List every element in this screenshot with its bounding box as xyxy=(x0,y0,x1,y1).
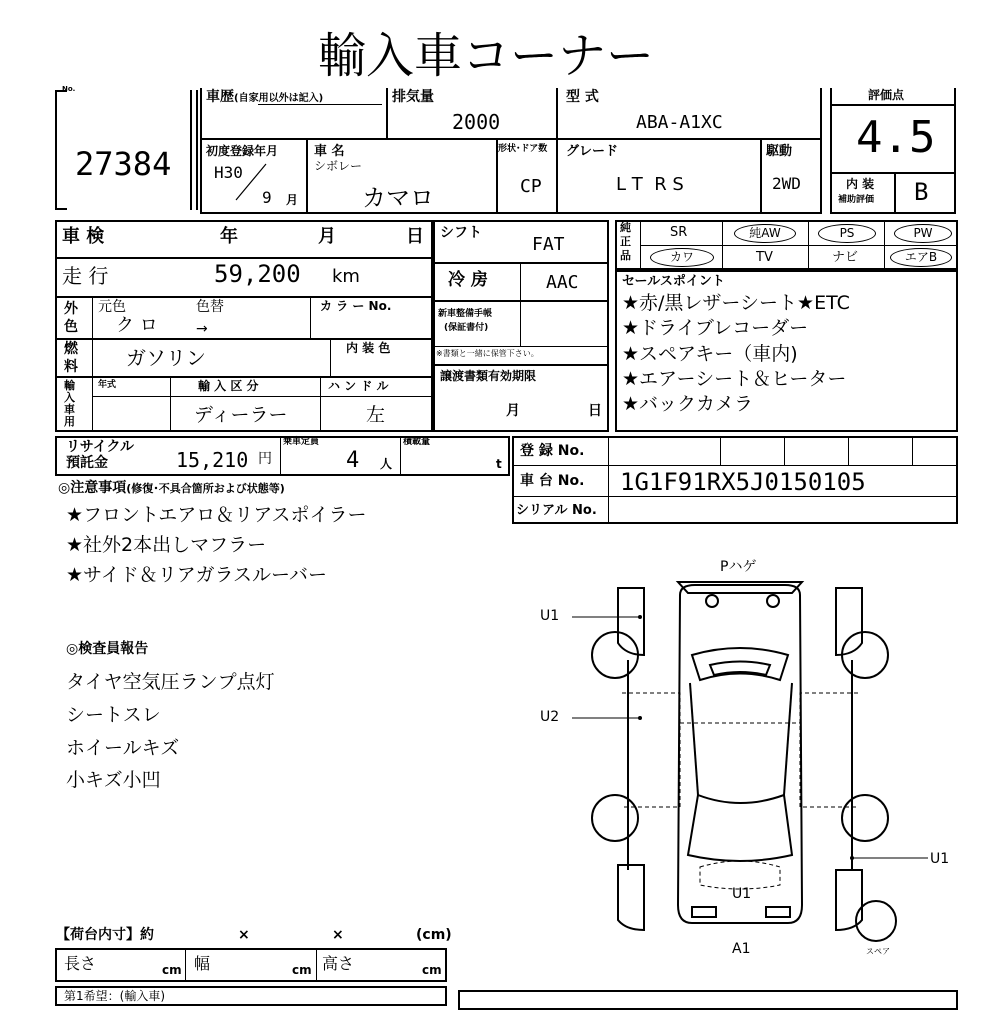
equipment-label-1: 純 xyxy=(620,221,631,234)
color-label-1: 外 xyxy=(64,301,78,317)
interior-color-label: 内 装 色 xyxy=(346,341,391,355)
interior-label-2: 補助評価 xyxy=(838,195,875,205)
cargo-length-cm: cm xyxy=(162,963,182,977)
sales-point: ★エアーシート＆ヒーター xyxy=(622,368,847,390)
chassis-value: 1G1F91RX5J0150105 xyxy=(620,468,866,496)
cargo-height-cm: cm xyxy=(422,963,442,977)
recycle-unit: 円 xyxy=(258,451,272,467)
orig-color-value: ク ロ xyxy=(116,315,158,336)
load-label: 積載量 xyxy=(403,437,431,447)
cargo-label: 【荷台内寸】約 xyxy=(56,927,154,943)
fuel-label-1: 燃 xyxy=(64,341,78,357)
shift-value: FAT xyxy=(532,234,565,255)
orig-color-label: 元色 xyxy=(98,299,126,315)
maintenance-note: ※書類と一緒に保管下さい。 xyxy=(436,349,539,358)
import-label-2: 入 xyxy=(64,391,75,404)
color-label-2: 色 xyxy=(64,319,78,335)
equip-navi: ナビ xyxy=(832,250,859,265)
diagram-label-p-hage: Pハゲ xyxy=(720,559,757,575)
sales-point: ★ドライブレコーダー xyxy=(622,317,809,339)
handle-label: ハ ン ド ル xyxy=(328,379,389,393)
transfer-docs-day: 日 xyxy=(588,403,602,419)
diagram-label-u1-right: U1 xyxy=(930,851,950,867)
equip-alloy: 純AW xyxy=(734,224,796,243)
body-type-value: CP xyxy=(520,176,542,197)
ac-label: 冷 房 xyxy=(448,270,488,290)
equip-pw: PW xyxy=(894,224,952,243)
inspection-label: 車 検 xyxy=(62,226,105,247)
score-label: 評価点 xyxy=(868,88,905,102)
equip-leather: カワ xyxy=(650,248,714,267)
equip-tv: TV xyxy=(756,250,773,265)
capacity-label: 乗車定員 xyxy=(283,437,320,447)
diagram-label-spare: スペア xyxy=(866,947,890,956)
inspector-item: 小キズ小凹 xyxy=(66,769,161,791)
fuel-value: ガソリン xyxy=(126,346,206,370)
sales-point: ★バックカメラ xyxy=(622,393,754,415)
transfer-docs-label: 譲渡書類有効期限 xyxy=(440,369,537,383)
import-label-3: 車 xyxy=(64,403,75,416)
equip-airbag: エアB xyxy=(890,248,952,267)
car-damage-diagram xyxy=(530,555,970,975)
shift-label: シフト xyxy=(440,225,482,241)
owner-label: 第1希望：(輸入車) xyxy=(64,989,165,1003)
score-value: 4.5 xyxy=(856,112,936,163)
notes-label: ◎注意事項(修復･不具合箇所および状態等) xyxy=(58,480,285,496)
equipment-label-2: 正 xyxy=(620,235,631,248)
diagram-label-u1-bottom: U1 xyxy=(732,886,752,902)
mileage-unit: km xyxy=(332,266,360,287)
cargo-width-cm: cm xyxy=(292,963,312,977)
history-label: 車歴(自家用以外は記入) xyxy=(206,89,324,105)
cargo-unit: (cm) xyxy=(416,927,452,943)
cargo-x2: × xyxy=(332,927,344,943)
capacity-value: 4 xyxy=(346,448,360,473)
displacement-value: 2000 xyxy=(452,110,501,134)
cargo-x1: × xyxy=(238,927,250,943)
lot-number: 27384 xyxy=(75,145,172,183)
maintenance-label-2: (保証書付) xyxy=(444,323,489,333)
inspection-month: 月 xyxy=(318,226,336,247)
diagram-label-u2: U2 xyxy=(540,709,560,725)
import-label-4: 用 xyxy=(64,415,75,428)
model-code-label: 型 式 xyxy=(566,89,599,105)
sales-points-label: セールスポイント xyxy=(622,274,725,289)
import-year-label: 年式 xyxy=(98,380,117,390)
capacity-unit: 人 xyxy=(380,457,393,471)
recycle-label-2: 預託金 xyxy=(66,455,108,471)
drive-value: 2WD xyxy=(772,174,801,193)
note-item: ★社外2本出しマフラー xyxy=(66,534,267,556)
grade-label: グレード xyxy=(566,144,619,159)
import-label-1: 輸 xyxy=(64,379,75,392)
sales-point: ★スペアキー（車内) xyxy=(622,343,798,365)
registration-label: 登 録 No. xyxy=(520,443,585,459)
displacement-label: 排気量 xyxy=(392,89,434,105)
model-code-value: ABA-A1XC xyxy=(636,112,723,133)
inspector-item: シートスレ xyxy=(66,704,161,726)
car-name-label: 車 名 xyxy=(314,144,345,159)
recycle-label-1: リサイクル xyxy=(66,439,135,455)
first-reg-month: 9 xyxy=(262,188,272,207)
equipment-label-3: 品 xyxy=(620,249,631,262)
fuel-label-2: 料 xyxy=(64,359,78,375)
handle-value: 左 xyxy=(366,404,386,426)
change-color-label: 色替 xyxy=(196,299,224,315)
serial-label: シリアル No. xyxy=(516,503,597,518)
recycle-value: 15,210 xyxy=(176,448,249,472)
note-item: ★サイド＆リアガラスルーバー xyxy=(66,564,327,586)
cargo-height-label: 高さ xyxy=(322,954,355,973)
first-reg-label: 初度登録年月 xyxy=(206,144,279,158)
color-code-label: カ ラ ー No. xyxy=(320,299,392,313)
interior-value: B xyxy=(914,178,929,206)
diagram-label-u1-top: U1 xyxy=(540,608,560,624)
body-type-label: 形状･ドア数 xyxy=(498,144,548,154)
import-type-label: 輸 入 区 分 xyxy=(198,379,259,393)
drive-label: 駆動 xyxy=(766,144,793,159)
mileage-label: 走 行 xyxy=(62,264,109,288)
transfer-docs-month: 月 xyxy=(506,403,520,419)
car-name-value: カマロ xyxy=(362,184,434,212)
equip-sr: SR xyxy=(670,225,688,240)
load-unit: t xyxy=(496,457,502,471)
chassis-label: 車 台 No. xyxy=(520,473,585,489)
cargo-length-label: 長さ xyxy=(64,954,97,973)
cargo-width-label: 幅 xyxy=(194,954,211,973)
grade-value: L T R S xyxy=(616,174,684,195)
inspector-item: タイヤ空気圧ランプ点灯 xyxy=(66,671,275,693)
ac-value: AAC xyxy=(546,272,579,293)
import-type-value: ディーラー xyxy=(194,404,288,426)
maintenance-label-1: 新車整備手帳 xyxy=(438,309,493,319)
page-title: 輸入車コーナー xyxy=(318,28,655,84)
equip-ps: PS xyxy=(818,224,876,243)
inspection-year: 年 xyxy=(220,226,238,247)
mileage-value: 59,200 xyxy=(214,260,301,288)
diagram-label-a1: A1 xyxy=(732,941,751,957)
change-arrow: → xyxy=(196,321,208,337)
first-reg-month-unit: 月 xyxy=(286,193,299,207)
inspector-label: ◎検査員報告 xyxy=(66,641,149,657)
interior-label-1: 内 装 xyxy=(846,177,875,191)
inspector-item: ホイールキズ xyxy=(66,737,180,759)
first-reg-year: H30 xyxy=(214,163,243,182)
note-item: ★フロントエアロ＆リアスポイラー xyxy=(66,504,367,526)
sales-point: ★赤/黒レザーシート★ETC xyxy=(622,292,850,314)
car-maker: シボレー xyxy=(314,159,363,173)
lot-label: No. xyxy=(62,85,76,93)
inspection-day: 日 xyxy=(406,226,424,247)
